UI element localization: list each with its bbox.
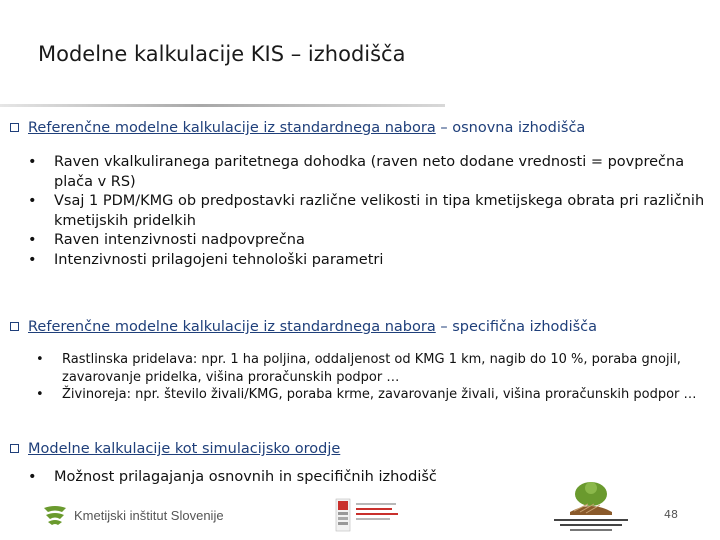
list-item: • Intenzivnosti prilagojeni tehnološki parametri bbox=[20, 251, 710, 271]
agricultural-fund-logo bbox=[548, 478, 634, 534]
section-link-simulation[interactable]: Modelne kalkulacije kot simulacijsko orodje bbox=[28, 441, 341, 457]
institute-name: Kmetijski inštitut Slovenije bbox=[74, 507, 224, 523]
section-link-basic[interactable]: Referenčne modelne kalkulacije iz standardnega nabora bbox=[28, 120, 436, 136]
list-item: • Raven intenzivnosti nadpovprečna bbox=[20, 231, 710, 251]
section-heading-basic bbox=[10, 120, 585, 136]
section-suffix-basic: – osnovna izhodišča bbox=[435, 120, 586, 136]
section-suffix-specific: – specifična izhodišča bbox=[435, 319, 598, 335]
list-item: • Vsaj 1 PDM/KMG ob predpostavki različne velikosti in tipa kmetijskega obrata pri različnih kmetijskih pridelkih bbox=[20, 192, 710, 231]
list-item: • Raven vkalkuliranega paritetnega dohodka (raven neto dodane vrednosti = povprečna plača v RS) bbox=[20, 153, 710, 192]
title-divider bbox=[0, 104, 445, 107]
section-link-specific[interactable]: Referenčne modelne kalkulacije iz standardnega nabora bbox=[28, 319, 436, 335]
checkbox-bullet-icon bbox=[10, 123, 19, 132]
section-heading-simulation bbox=[10, 441, 340, 457]
page-number: 48 bbox=[664, 508, 678, 521]
institute-logo-icon bbox=[42, 504, 68, 526]
page-title: Modelne kalkulacije KIS – izhodišča bbox=[38, 42, 406, 66]
basic-bullets-list bbox=[20, 153, 710, 270]
institute-logo bbox=[42, 500, 224, 530]
section-heading-specific bbox=[10, 319, 597, 335]
checkbox-bullet-icon bbox=[10, 444, 19, 453]
list-item: • Živinoreja: npr. število živali/KMG, poraba krme, zavarovanje živali, višina proračunskih podpor … bbox=[28, 386, 708, 404]
list-item: • Rastlinska pridelava: npr. 1 ha poljina, oddaljenost od KMG 1 km, nagib do 10 %, poraba gnojil, zavarovanje pridelka, višina proračunskih podpor … bbox=[28, 351, 708, 386]
specific-bullets-list bbox=[28, 351, 708, 404]
checkbox-bullet-icon bbox=[10, 322, 19, 331]
list-item: • Možnost prilagajanja osnovnih in specifičnih izhodišč bbox=[20, 468, 700, 488]
rural-development-fund-logo bbox=[334, 495, 434, 535]
